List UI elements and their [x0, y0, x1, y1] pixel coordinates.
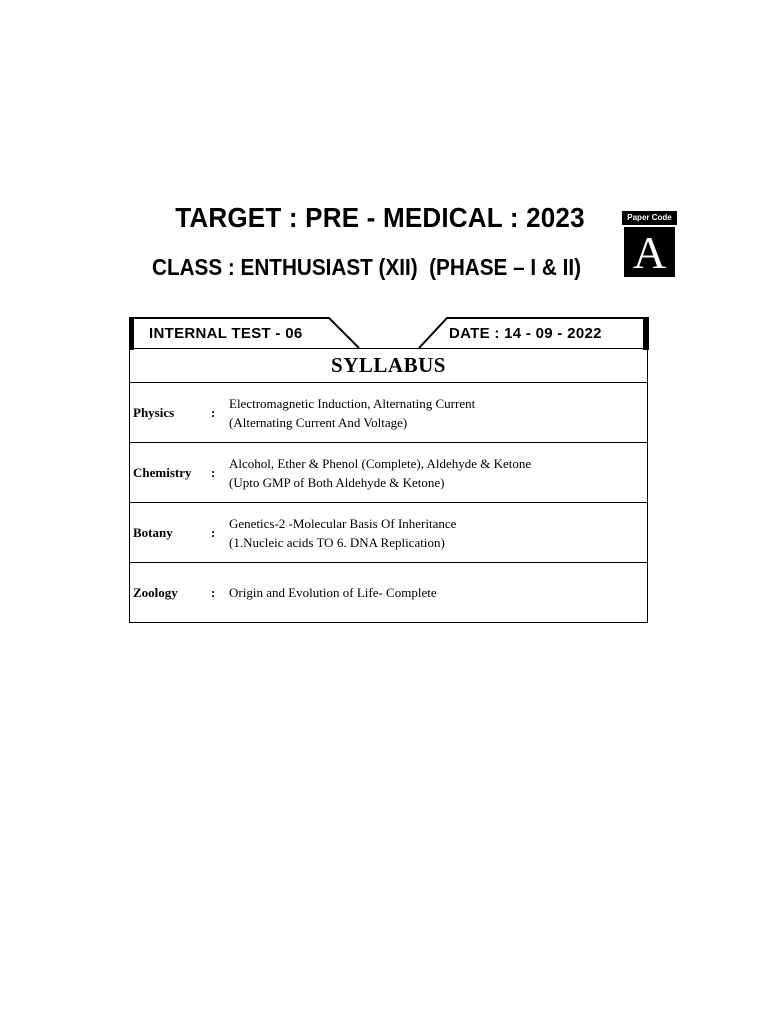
topic-line: Genetics-2 -Molecular Basis Of Inheritance [229, 515, 457, 531]
topic-line: Origin and Evolution of Life- Complete [229, 585, 437, 600]
subject-topics [229, 514, 456, 552]
table-row [130, 563, 648, 623]
subject-topics [229, 394, 475, 432]
table-row [130, 443, 648, 503]
table-row [130, 503, 648, 563]
topic-line: Electromagnetic Induction, Alternating Current [229, 395, 476, 411]
paper-code-badge [622, 211, 677, 277]
topic-line: (Alternating Current And Voltage) [229, 414, 408, 430]
internal-test-label: INTERNAL TEST - 06 [149, 325, 303, 342]
subject-name: Physics [133, 404, 175, 420]
syllabus-table [129, 348, 648, 623]
subject-name: Chemistry [133, 464, 192, 480]
test-info-tabs [129, 317, 649, 351]
subject-name: Botany [133, 524, 173, 540]
topic-line: Alcohol, Ether & Phenol (Complete), Aldehyde & Ketone [229, 455, 532, 471]
topic-line: (Upto GMP of Both Aldehyde & Ketone) [229, 474, 445, 490]
page-title: TARGET : PRE - MEDICAL : 2023 [175, 202, 585, 233]
separator: : [211, 584, 216, 600]
subject-topics [229, 583, 437, 602]
subject-name: Zoology [133, 584, 178, 600]
table-row [130, 383, 648, 443]
separator: : [211, 524, 216, 540]
separator: : [211, 404, 216, 420]
test-date-label: DATE : 14 - 09 - 2022 [449, 325, 602, 342]
subject-topics [229, 454, 531, 492]
class-subtitle: CLASS : ENTHUSIAST (XII) (PHASE – I & II) [152, 254, 581, 280]
paper-code-label: Paper Code [622, 211, 677, 225]
topic-line: (1.Nucleic acids TO 6. DNA Replication) [229, 534, 445, 550]
separator: : [211, 464, 216, 480]
paper-code-letter: A [624, 227, 675, 277]
syllabus-heading: SYLLABUS [130, 349, 648, 383]
